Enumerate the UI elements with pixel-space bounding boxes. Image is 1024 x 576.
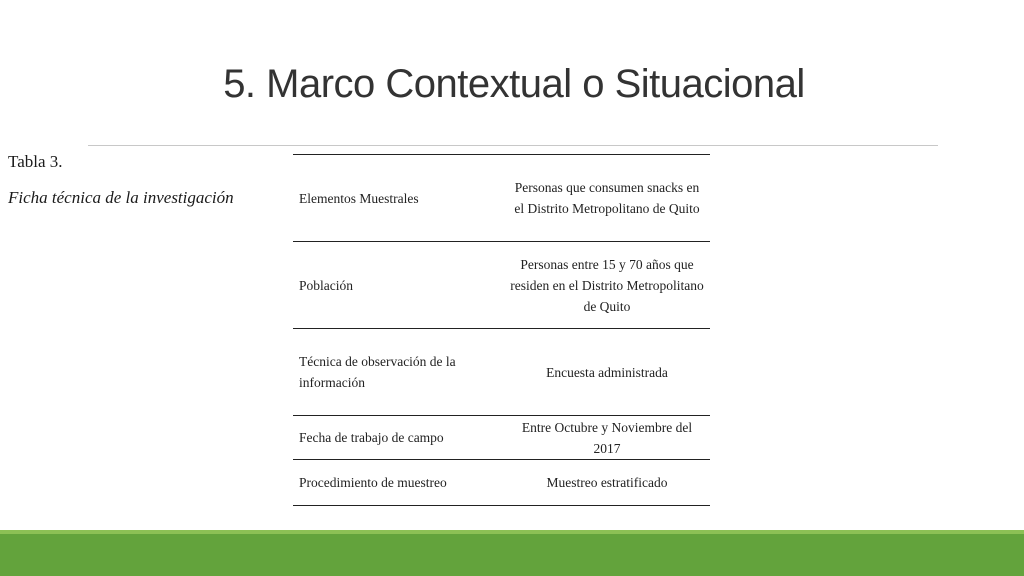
row-value: Personas que consumen snacks en el Distrito Metropolitano de Quito (514, 180, 700, 216)
slide-title: 5. Marco Contextual o Situacional (223, 62, 805, 106)
row-value: Personas entre 15 y 70 años que residen en el Distrito Metropolitano de Quito (510, 256, 704, 314)
row-value: Muestreo estratificado (546, 475, 668, 490)
row-value: Encuesta administrada (546, 364, 668, 380)
row-label: Elementos Muestrales (299, 190, 419, 206)
row-label: Población (299, 277, 353, 293)
row-label: Fecha de trabajo de campo (299, 430, 444, 445)
table-row (293, 329, 710, 416)
row-label: Técnica de observación de la información (299, 354, 456, 390)
table-row (293, 242, 710, 329)
table-row (293, 460, 710, 506)
table-caption-title: Ficha técnica de la investigación (8, 188, 234, 207)
technical-sheet-table (293, 154, 710, 506)
row-label: Procedimiento de muestreo (299, 475, 447, 490)
table-caption-label: Tabla 3. (8, 152, 63, 171)
row-value: Entre Octubre y Noviembre del 2017 (521, 419, 693, 456)
title-divider (88, 145, 938, 146)
footer-accent-bar (0, 534, 1024, 576)
table-row (293, 155, 710, 242)
table-row (293, 416, 710, 460)
